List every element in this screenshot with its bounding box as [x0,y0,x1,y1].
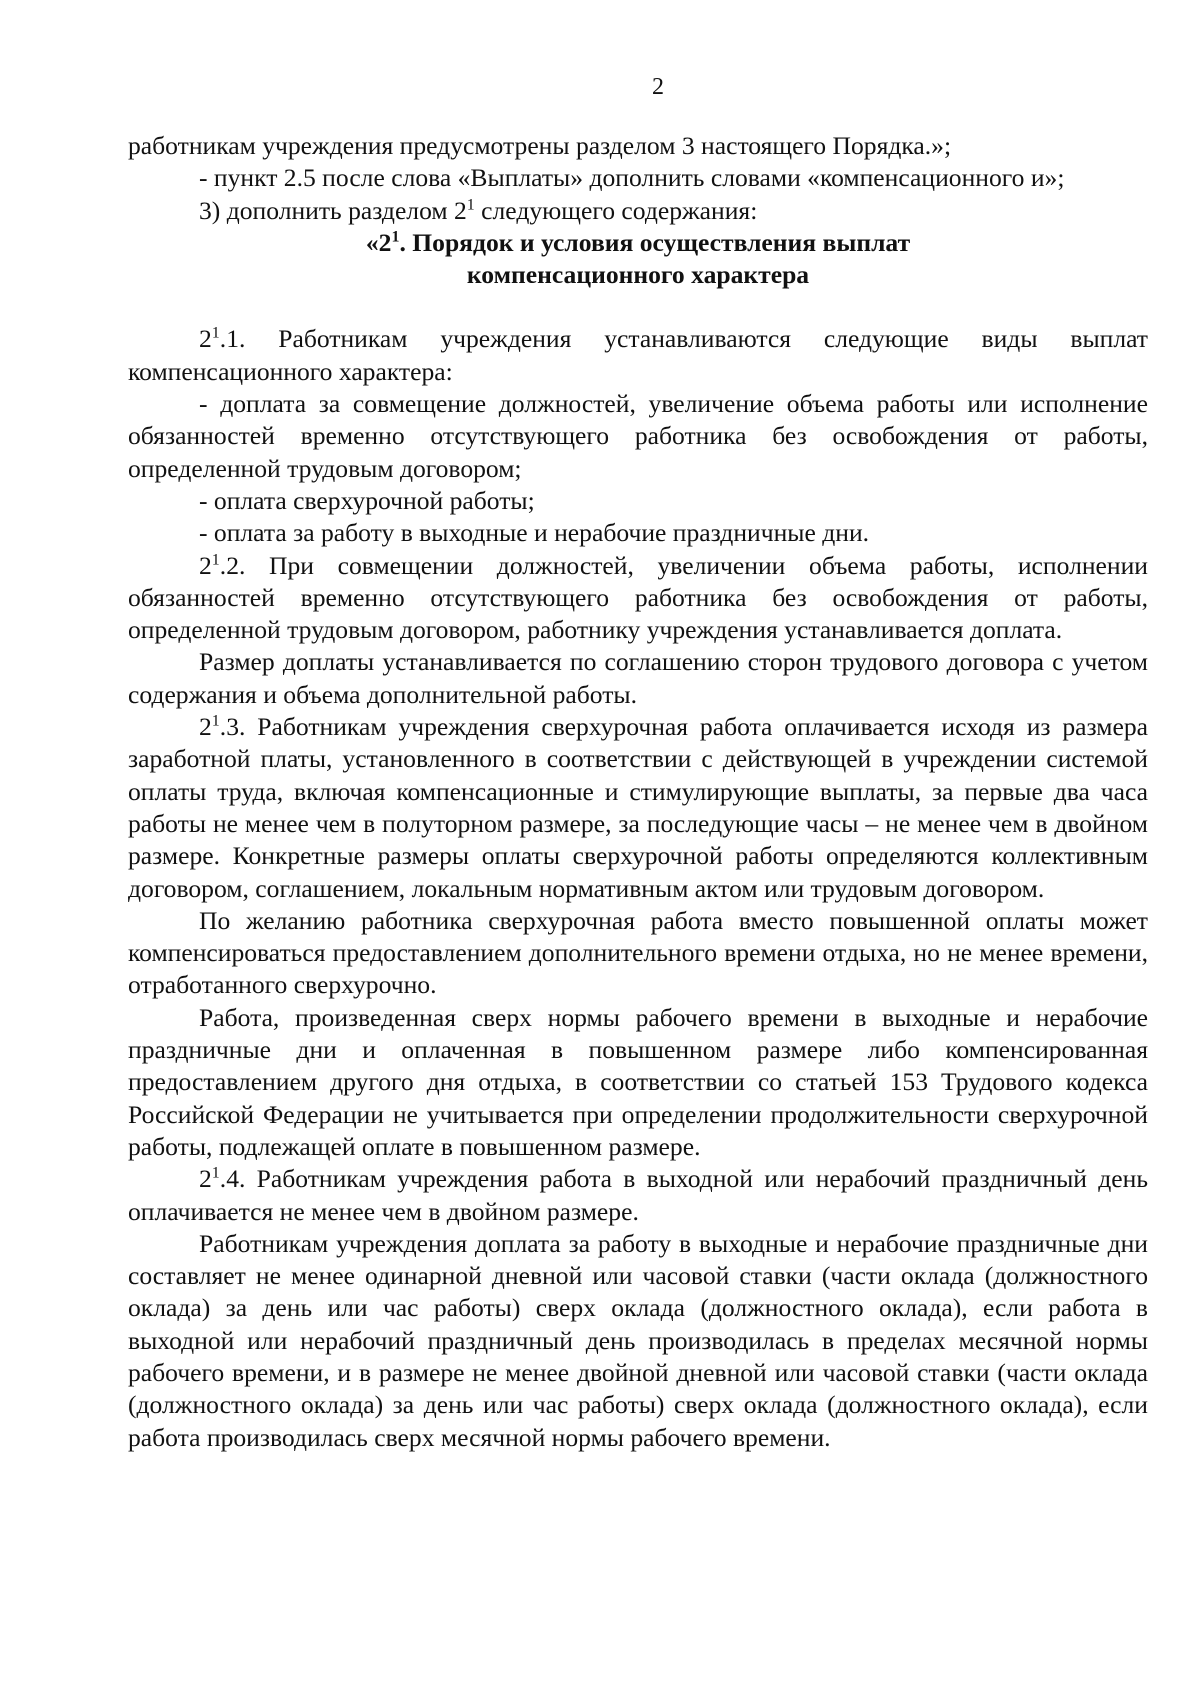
superscript: 1 [211,551,220,569]
clause-text: .1. Работникам учреждения устанавливаются следующие виды выплат компенсационного характера: [128,324,1148,386]
intro-line-2: - пункт 2.5 после слова «Выплаты» дополнить словами «компенсационного и»; [199,163,1065,193]
clause-2 [128,550,1148,647]
intro-line-1: работникам учреждения предусмотрены разделом 3 настоящего Порядка.»; [128,131,952,160]
clause-1 [128,323,1148,388]
heading-title: . Порядок и условия осуществления выплат [399,227,911,257]
heading-prefix: «2 [365,227,392,257]
section-heading-line-2: компенсационного характера [466,260,810,290]
superscript: 1 [466,196,475,214]
intro-line-3-tail: следующего содержания: [474,195,758,225]
list-item: - оплата за работу в выходные и нерабочие праздничные дни. [199,518,870,548]
spacer [128,291,1148,323]
superscript: 1 [211,324,220,342]
page-number: 2 [652,74,664,100]
document-body [128,130,1148,1454]
clause-4 [128,1163,1148,1228]
clause-number: 2 [199,712,212,742]
clause-2-paragraph-2: Размер доплаты устанавливается по соглашению сторон трудового договора с учетом содержания и объема дополнительной работы. [128,647,1148,709]
list-item: - оплата сверхурочной работы; [199,485,535,515]
clause-3-paragraph-2: По желанию работника сверхурочная работа вместо повышенной оплаты может компенсироваться предоставлением дополнительного времени отдыха, но не менее времени, отработанного сверхурочно. [128,905,1148,1000]
clause-number: 2 [199,1164,212,1194]
clause-4-paragraph-2: Работникам учреждения доплата за работу в выходные и нерабочие праздничные дни составляет не менее одинарной дневной или часовой ставки (части оклада (должностного оклада) за день или час работы) сверх оклада (должностного оклада), если работа в выходной или нерабочий праздничный день производилась в пределах месячной нормы рабочего времени, и в размере не менее двойной дневной или часовой ставки (части оклада (должностного оклада) за день или час работы) сверх оклада (должностного оклада), если работа производилась сверх месячной нормы рабочего времени. [128,1228,1148,1452]
intro-line-3-text: 3) дополнить разделом 2 [199,195,467,225]
clause-number: 2 [199,324,212,354]
superscript: 1 [211,1164,220,1182]
clause-text: .4. Работникам учреждения работа в выходной или нерабочий праздничный день оплачивается не менее чем в двойном размере. [128,1164,1148,1226]
superscript: 1 [211,712,220,730]
clause-3-paragraph-3: Работа, произведенная сверх нормы рабочего времени в выходные и нерабочие праздничные дни и оплаченная в повышенном размере либо компенсированная предоставлением другого дня отдыха, в соответствии со статьей 153 Трудового кодекса Российской Федерации не учитывается при определении продолжительности сверхурочной работы, подлежащей оплате в повышенном размере. [128,1002,1148,1161]
section-heading-line-1 [128,227,1148,259]
clause-number: 2 [199,550,212,580]
clause-3 [128,711,1148,905]
intro-line-3 [128,195,1148,227]
clause-text: .3. Работникам учреждения сверхурочная работа оплачивается исходя из размера заработной платы, установленного в соответствии с действующей в учреждении системой оплаты труда, включая компенсационные и стимулирующие выплаты, за первые два часа работы не менее чем в полуторном размере, за последующие часы – не менее чем в двойном размере. Конкретные размеры оплаты сверхурочной работы определяются коллективным договором, соглашением, локальным нормативным актом или трудовым договором. [128,712,1148,903]
list-item: - доплата за совмещение должностей, увеличение объема работы или исполнение обязанностей временно отсутствующего работника без освобождения от работы, определенной трудовым договором; [128,389,1148,483]
clause-text: .2. При совмещении должностей, увеличении объема работы, исполнении обязанностей временно отсутствующего работника без освобождения от работы, определенной трудовым договором, работнику учреждения устанавливается доплата. [128,550,1148,645]
superscript: 1 [391,228,400,246]
